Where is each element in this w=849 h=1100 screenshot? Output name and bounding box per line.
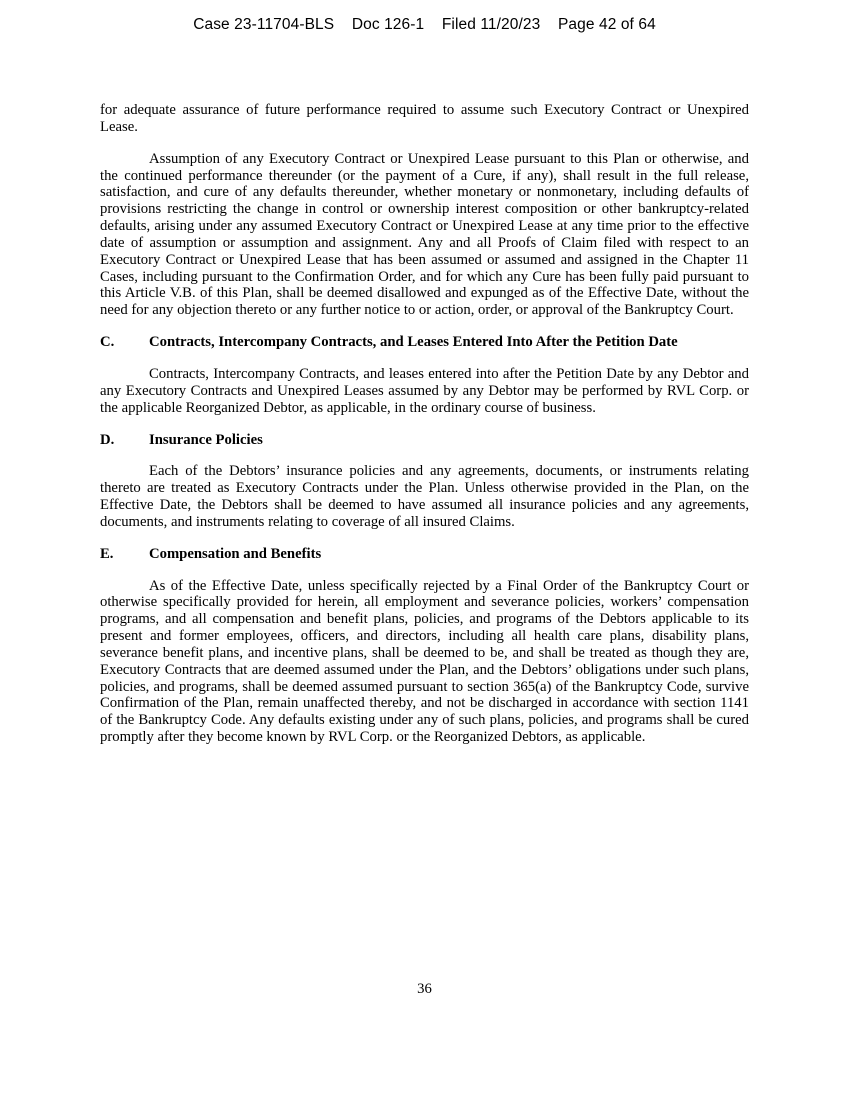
section-c-letter: C.	[100, 334, 115, 351]
section-e-title: Compensation and Benefits	[149, 545, 322, 562]
section-c-paragraph: Contracts, Intercompany Contracts, and leases entered into after the Petition Date by any Debtor and any Executory Contracts and Unexpired Leases assumed by any Debtor may be performed by RVL Corp. or the applicable Reorganized Debtor, as applicable, in the ordinary course of business.	[100, 365, 749, 416]
section-e-letter: E.	[100, 545, 114, 562]
document-body	[100, 102, 749, 761]
section-d-letter: D.	[100, 431, 115, 448]
page-number: 36	[417, 981, 432, 997]
case-header: Case 23-11704-BLS Doc 126-1 Filed 11/20/23 Page 42 of 64	[193, 16, 656, 33]
section-d-heading	[100, 432, 749, 449]
section-d-title: Insurance Policies	[149, 431, 263, 448]
section-e-heading	[100, 546, 749, 563]
section-e-paragraph: As of the Effective Date, unless specifically rejected by a Final Order of the Bankruptcy Court or otherwise specifically provided for herein, all employment and severance policies, workers’ compensation programs, and all compensation and benefit plans, policies, and programs of the Debtors applicable to its present and former employees, officers, and directors, including all health care plans, disability plans, severance benefit plans, and incentive plans, shall be deemed to be, and shall be treated as though they are, Executory Contracts that are deemed assumed under the Plan, and the Debtors’ obligations under such plans, policies, and programs, shall be deemed assumed pursuant to section 365(a) of the Bankruptcy Code, survive Confirmation of the Plan, remain unaffected thereby, and not be discharged in accordance with section 1141 of the Bankruptcy Code. Any defaults existing under any of such plans, policies, and programs shall be cured promptly after they become known by RVL Corp. or the Reorganized Debtors, as applicable.	[100, 577, 749, 746]
section-c-heading	[100, 334, 749, 351]
section-c-title: Contracts, Intercompany Contracts, and Leases Entered Into After the Petition Date	[149, 334, 678, 351]
paragraph-continued: for adequate assurance of future performance required to assume such Executory Contract or Unexpired Lease.	[100, 102, 749, 135]
section-d-paragraph: Each of the Debtors’ insurance policies and any agreements, documents, or instruments relating thereto are treated as Executory Contracts under the Plan. Unless otherwise provided in the Plan, on the Effective Date, the Debtors shall be deemed to have assumed all insurance policies and any agreements, documents, and instruments relating to coverage of all insured Claims.	[100, 463, 749, 530]
paragraph-assumption: Assumption of any Executory Contract or Unexpired Lease pursuant to this Plan or otherwise, and the continued performance thereunder (or the payment of a Cure, if any), shall result in the full release, satisfaction, and cure of any defaults thereunder, whether monetary or nonmonetary, including defaults of provisions restricting the change in control or ownership interest composition or other bankruptcy-related defaults, arising under any assumed Executory Contract or Unexpired Lease at any time prior to the effective date of assumption or assumption and assignment. Any and all Proofs of Claim filed with respect to an Executory Contract or Unexpired Lease that has been assumed or assumed and assigned in the Chapter 11 Cases, including pursuant to the Confirmation Order, and for which any Cure has been fully paid pursuant to this Article V.B. of this Plan, shall be deemed disallowed and expunged as of the Effective Date, without the need for any objection thereto or any further notice to or action, order, or approval of the Bankruptcy Court.	[100, 150, 749, 319]
